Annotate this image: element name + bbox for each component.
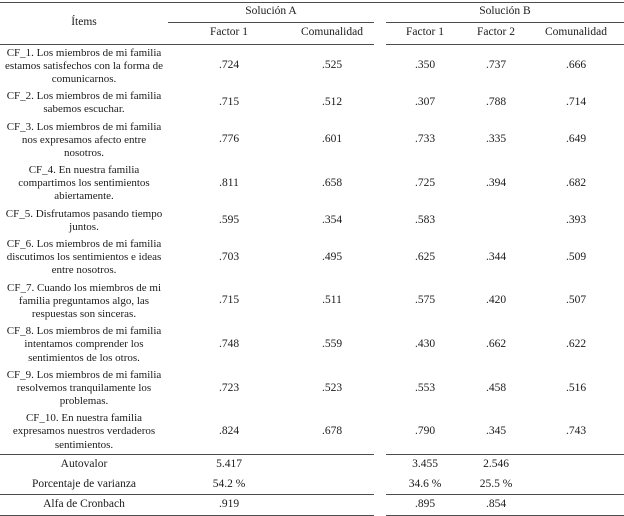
item-text: CF_4. En nuestra familia compartimos los sentimientos abiertamente. xyxy=(18,164,150,203)
item-text: CF_6. Los miembros de mi familia discutimos los sentimientos e ideas entre nosotros. xyxy=(6,238,162,277)
column-header-items: Ítems xyxy=(0,3,168,45)
factor-analysis-table xyxy=(0,2,624,516)
value-cell: .575 xyxy=(414,294,436,307)
value-cell: .350 xyxy=(414,59,436,72)
value-cell: .344 xyxy=(485,250,507,263)
item-text: CF_1. Los miembros de mi familia estamos satisfechos con la forma de comunicarnos. xyxy=(5,46,163,85)
value-cell: .715 xyxy=(218,294,240,307)
value-cell: .748 xyxy=(218,338,240,351)
value-cell xyxy=(290,475,374,495)
value-cell xyxy=(464,206,528,236)
summary-label: Autovalor xyxy=(0,454,168,474)
section-gap xyxy=(374,3,386,45)
section-gap xyxy=(374,119,386,163)
section-gap xyxy=(374,206,386,236)
value-cell: .583 xyxy=(414,213,436,226)
value-cell xyxy=(290,495,374,516)
value-cell xyxy=(528,454,624,474)
value-cell: .666 xyxy=(565,59,587,72)
table-row xyxy=(0,475,624,495)
value-cell: .678 xyxy=(321,425,343,438)
value-cell: .662 xyxy=(485,338,507,351)
table-row xyxy=(0,495,624,516)
table-body xyxy=(0,44,624,516)
column-group-solution-a: Solución A xyxy=(168,3,374,23)
value-cell: 25.5 % xyxy=(479,477,513,490)
table-row xyxy=(0,119,624,163)
value-cell: .307 xyxy=(414,96,436,109)
section-gap xyxy=(374,280,386,324)
item-text: CF_7. Cuando los miembros de mi familia preguntamos algo, las respuestas son sinceras. xyxy=(7,281,161,320)
value-cell: .601 xyxy=(321,133,343,146)
value-cell: .725 xyxy=(414,176,436,189)
value-cell: .595 xyxy=(218,213,240,226)
section-gap xyxy=(374,162,386,206)
value-cell: .723 xyxy=(218,381,240,394)
value-cell: .737 xyxy=(485,59,507,72)
table-row xyxy=(0,410,624,454)
value-cell: .622 xyxy=(565,338,587,351)
value-cell: .714 xyxy=(565,96,587,109)
value-cell: .393 xyxy=(565,213,587,226)
table-row xyxy=(0,206,624,236)
value-cell: .682 xyxy=(565,176,587,189)
section-gap xyxy=(374,88,386,118)
value-cell: .919 xyxy=(168,495,290,516)
value-cell: .345 xyxy=(485,425,507,438)
table-row xyxy=(0,454,624,474)
value-cell: .512 xyxy=(321,96,343,109)
value-cell: .733 xyxy=(414,133,436,146)
value-cell: .509 xyxy=(565,250,587,263)
table-row xyxy=(0,236,624,280)
value-cell xyxy=(290,454,374,474)
table-row xyxy=(0,162,624,206)
section-gap xyxy=(374,475,386,495)
value-cell: .811 xyxy=(219,176,239,189)
value-cell: .788 xyxy=(485,96,507,109)
value-cell: .430 xyxy=(414,338,436,351)
section-gap xyxy=(374,410,386,454)
value-cell: .625 xyxy=(414,250,436,263)
value-cell: 3.455 xyxy=(386,454,464,474)
value-cell: .523 xyxy=(321,381,343,394)
value-cell: .715 xyxy=(218,96,240,109)
value-cell: .658 xyxy=(321,176,343,189)
value-cell: .495 xyxy=(321,250,343,263)
column-header-factor1-a: Factor 1 xyxy=(168,22,290,44)
column-header-factor1-b: Factor 1 xyxy=(386,22,464,44)
value-cell: .854 xyxy=(464,495,528,516)
value-cell: .511 xyxy=(322,294,342,307)
table-row xyxy=(0,44,624,88)
column-header-factor2-b: Factor 2 xyxy=(464,22,528,44)
item-text: CF_9. Los miembros de mi familia resolvemos tranquilamente los problemas. xyxy=(6,368,162,408)
value-cell: 54.2 % xyxy=(212,477,246,490)
section-gap xyxy=(374,495,386,516)
table-header xyxy=(0,3,624,45)
value-cell: .458 xyxy=(485,381,507,394)
value-cell: .420 xyxy=(485,294,507,307)
section-gap xyxy=(374,454,386,474)
value-cell: 5.417 xyxy=(168,454,290,474)
value-cell: .559 xyxy=(321,338,343,351)
value-cell xyxy=(528,475,624,495)
item-text: CF_3. Los miembros de mi familia nos expresamos afecto entre nosotros. xyxy=(6,120,162,159)
table-row xyxy=(0,323,624,367)
value-cell: .703 xyxy=(218,250,240,263)
column-header-comunalidad-a: Comunalidad xyxy=(290,22,374,44)
item-text: CF_8. Los miembros de mi familia intentamos comprender los sentimientos de los otros. xyxy=(6,325,162,364)
value-cell: 34.6 % xyxy=(408,477,442,490)
value-cell: .553 xyxy=(414,381,436,394)
value-cell: .743 xyxy=(565,425,587,438)
section-gap xyxy=(374,367,386,411)
column-group-solution-b: Solución B xyxy=(386,3,624,23)
column-header-comunalidad-b: Comunalidad xyxy=(528,22,624,44)
section-gap xyxy=(374,236,386,280)
value-cell: .354 xyxy=(321,213,343,226)
summary-label: Porcentaje de varianza xyxy=(31,477,137,490)
value-cell: .507 xyxy=(565,294,587,307)
item-text: CF_2. Los miembros de mi familia sabemos escuchar. xyxy=(6,90,162,116)
table-row xyxy=(0,367,624,411)
value-cell: .776 xyxy=(218,133,240,146)
item-text: CF_5. Disfrutamos pasando tiempo juntos. xyxy=(5,207,163,233)
section-gap xyxy=(374,44,386,88)
value-cell: .525 xyxy=(321,59,343,72)
value-cell: .394 xyxy=(485,176,507,189)
value-cell: .824 xyxy=(218,425,240,438)
value-cell: .335 xyxy=(485,133,507,146)
item-text: CF_10. En nuestra familia expresamos nuestros verdaderos sentimientos. xyxy=(12,412,156,451)
summary-label: Alfa de Cronbach xyxy=(0,495,168,516)
value-cell xyxy=(528,495,624,516)
table-row xyxy=(0,88,624,118)
table-row xyxy=(0,280,624,324)
value-cell: 2.546 xyxy=(464,454,528,474)
value-cell: .724 xyxy=(218,59,240,72)
value-cell: .895 xyxy=(386,495,464,516)
value-cell: .790 xyxy=(414,425,436,438)
value-cell: .649 xyxy=(565,133,587,146)
value-cell: .516 xyxy=(565,381,587,394)
section-gap xyxy=(374,323,386,367)
